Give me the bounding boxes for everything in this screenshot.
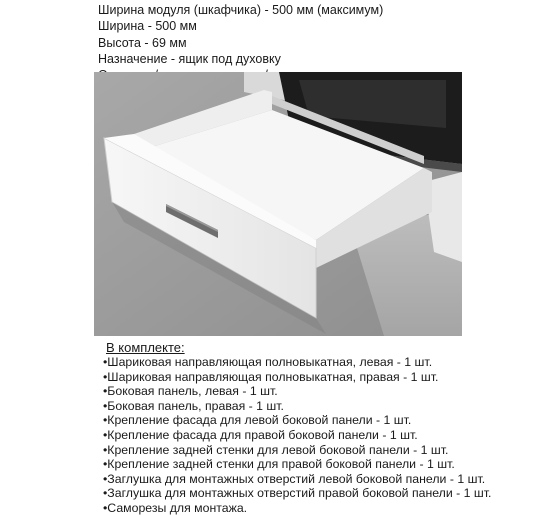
list-item: •Крепление задней стенки для левой боковой панели - 1 шт. [103, 442, 449, 457]
list-item: •Боковая панель, правая - 1 шт. [103, 398, 284, 413]
list-item: •Крепление фасада для левой боковой панели - 1 шт. [103, 413, 412, 428]
spec-line-purpose: Назначение - ящик под духовку [98, 51, 281, 66]
list-item: •Саморезы для монтажа. [103, 500, 248, 515]
list-item: •Шариковая направляющая полновыкатная, левая - 1 шт. [103, 355, 433, 369]
spec-line-module-width: Ширина модуля (шкафчика) - 500 мм (максимум) [98, 3, 384, 17]
drawer-photo [94, 72, 462, 336]
kit-title: В комплекте: [106, 340, 185, 355]
spec-line-width: Ширина - 500 мм [98, 19, 197, 34]
list-item: •Боковая панель, левая - 1 шт. [103, 384, 278, 399]
list-item: •Шариковая направляющая полновыкатная, правая - 1 шт. [103, 369, 439, 384]
list-item: •Заглушка для монтажных отверстий левой боковой панели - 1 шт. [103, 471, 486, 486]
list-item: •Крепление задней стенки для правой боковой панели - 1 шт. [103, 457, 455, 472]
list-item: •Крепление фасада для правой боковой панели - 1 шт. [103, 427, 418, 442]
kit-list [103, 355, 491, 516]
drawer-illustration [94, 72, 462, 336]
list-item: •Заглушка для монтажных отверстий правой боковой панели - 1 шт. [103, 486, 492, 501]
spec-line-height: Высота - 69 мм [98, 35, 187, 50]
